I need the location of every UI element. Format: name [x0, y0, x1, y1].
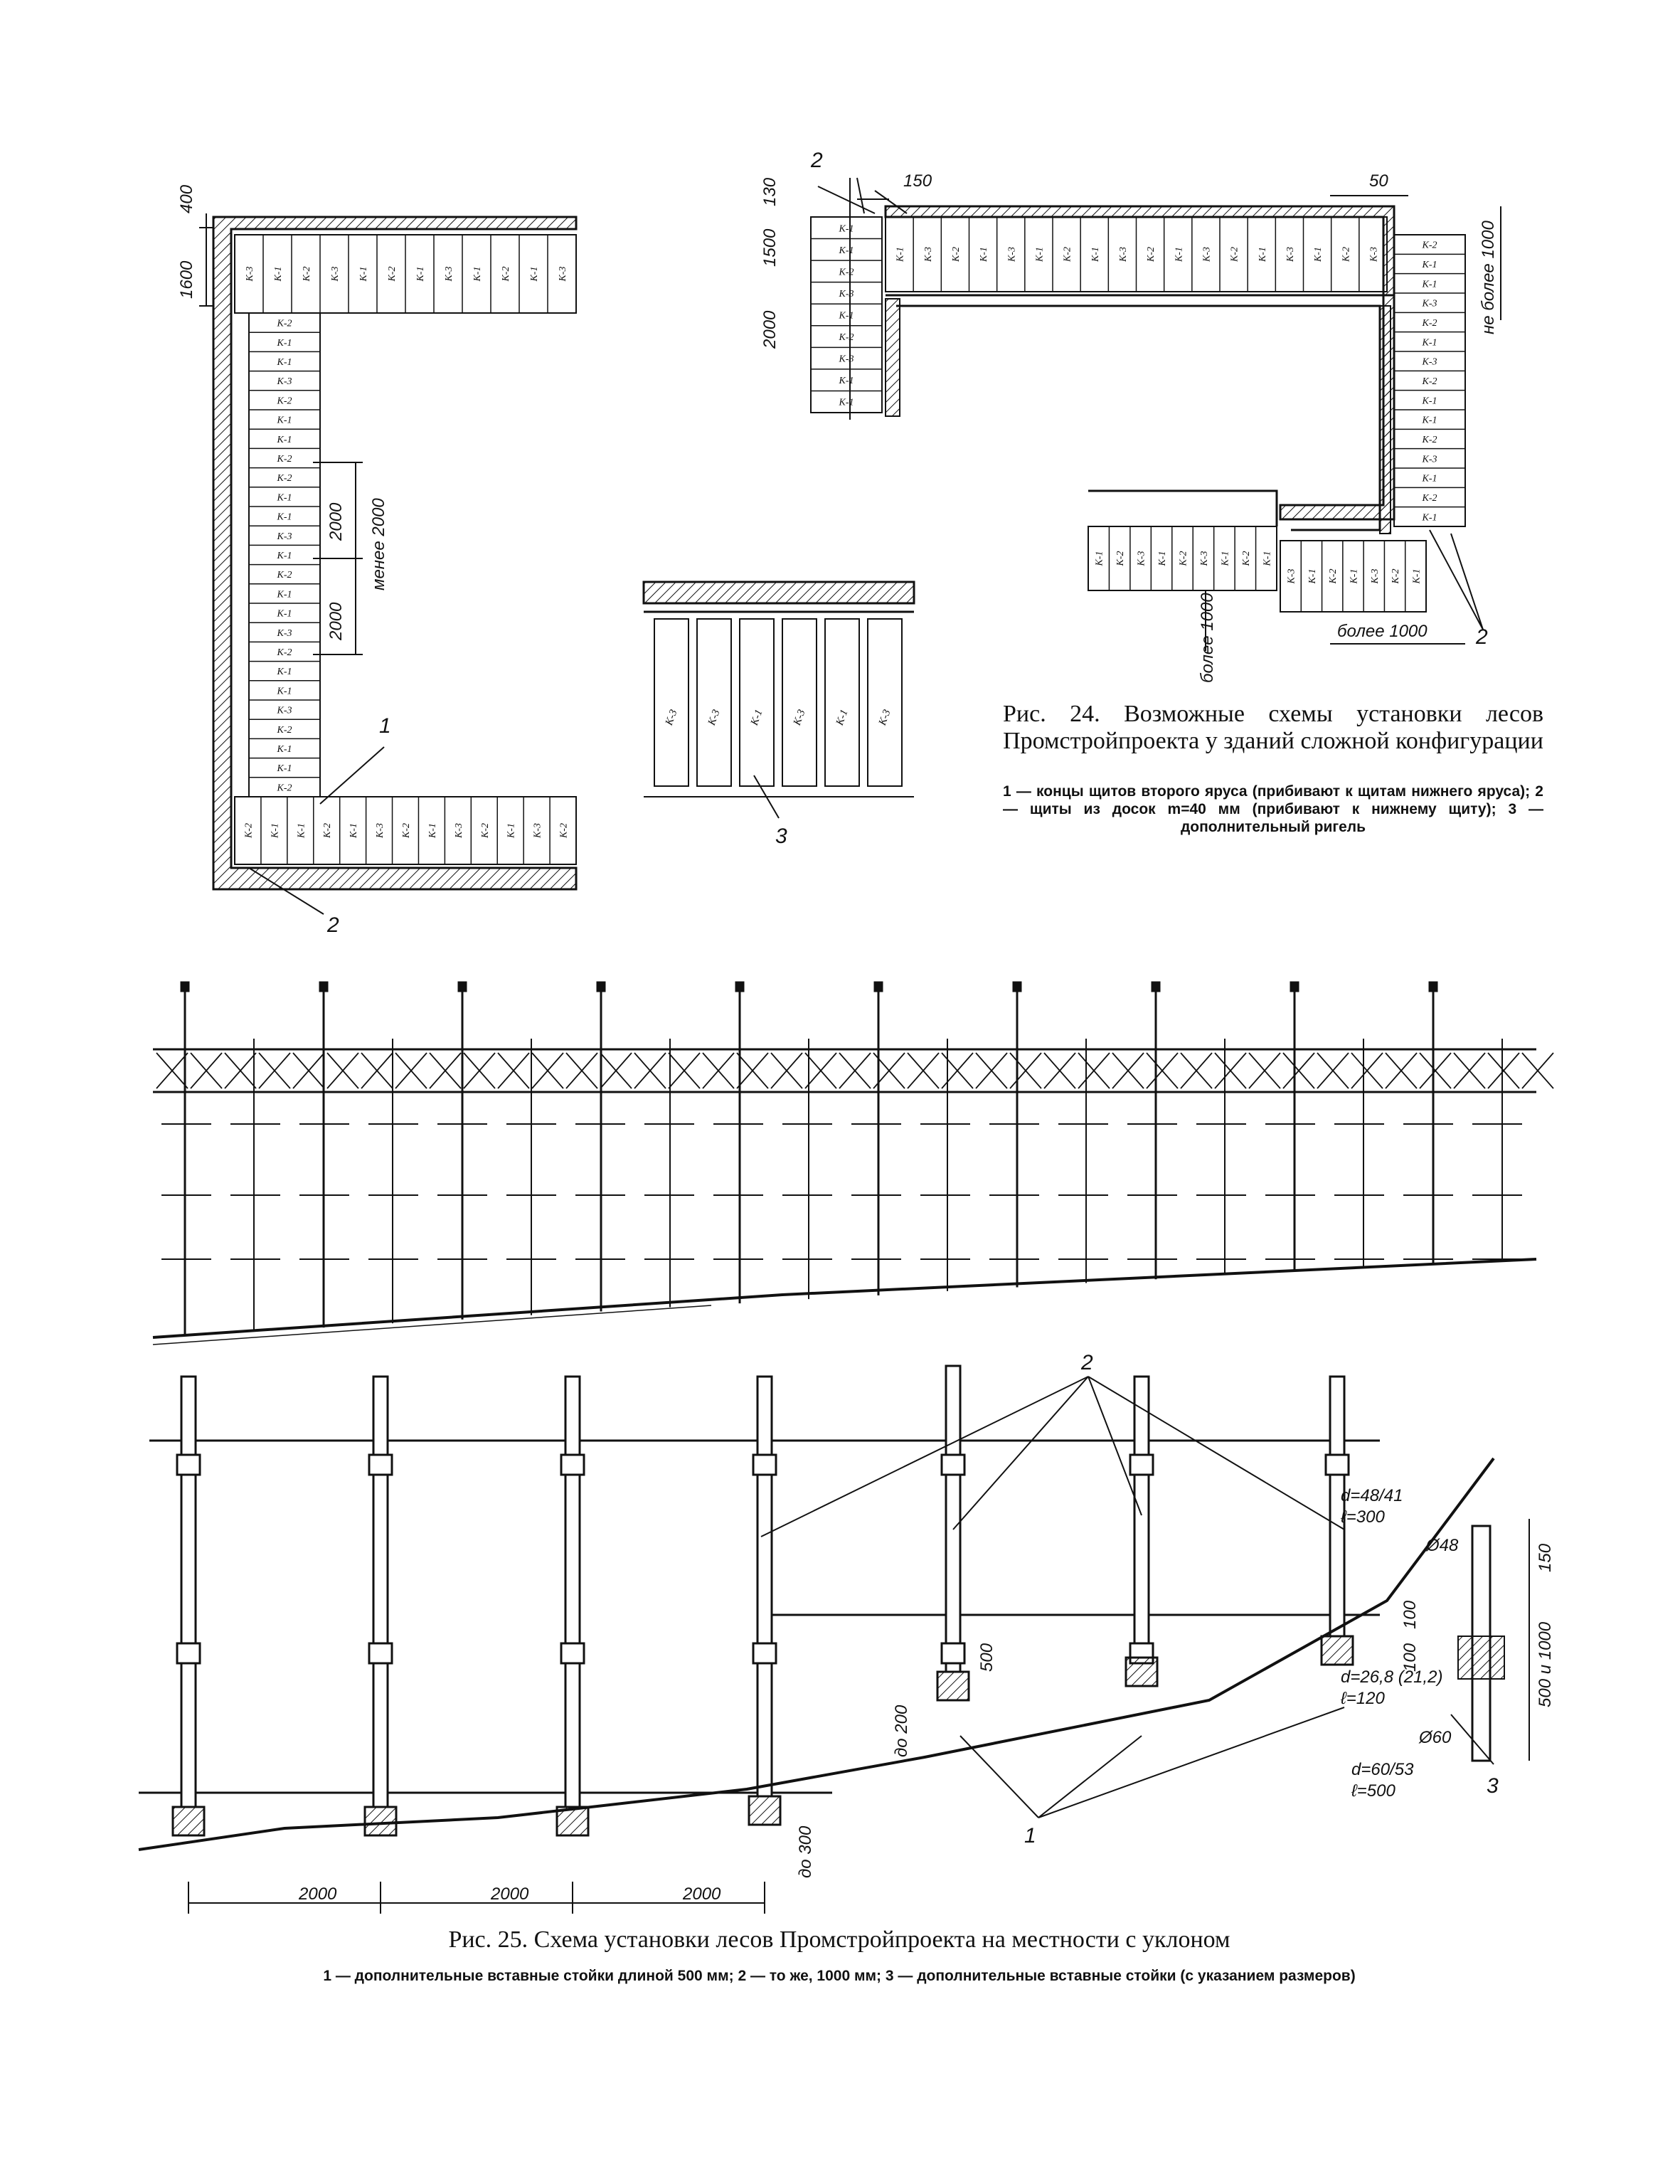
board-label: К-3 [876, 708, 893, 727]
elevation-posts [181, 982, 1502, 1335]
fig25-dim-2000c: 2000 [683, 1885, 721, 1904]
spec1-l: ℓ=300 [1341, 1507, 1385, 1527]
board-label: К-1 [277, 511, 292, 523]
board-label: К-2 [277, 783, 292, 794]
base-plate [749, 1796, 780, 1825]
fig25-section [139, 1366, 1529, 1914]
board-label: К-1 [1422, 396, 1437, 407]
right-bottom-right-slats [1280, 541, 1422, 612]
board-label: К-2 [277, 396, 292, 407]
board-label: К-1 [277, 686, 292, 697]
fig25-caption: Рис. 25. Схема установки лесов Промстройпроекта на местности с уклоном [448, 1926, 1230, 1953]
right-callout-2-bottom: 2 [1476, 625, 1488, 649]
board-label: К-1 [277, 357, 292, 368]
left-column-slats [249, 313, 320, 793]
fig25-dim-2000b: 2000 [491, 1885, 529, 1904]
board-label: К-2 [1422, 240, 1437, 251]
left-bottom-slats [235, 797, 570, 864]
board-label: К-1 [1422, 337, 1437, 349]
board-label: К-2 [950, 247, 962, 262]
post-coupler [369, 1455, 392, 1475]
board-label: К-1 [1034, 247, 1046, 262]
board-label: К-1 [1313, 247, 1324, 262]
right-callout-2-top: 2 [811, 149, 823, 172]
board-label: К-1 [895, 247, 906, 262]
board-label: К-3 [1422, 454, 1437, 465]
fig25-dim-500: 500 [977, 1643, 996, 1672]
scaffold-post [565, 1377, 580, 1807]
board-label: К-2 [277, 724, 292, 736]
right-note-max1000: не более 1000 [1479, 221, 1498, 334]
post-coupler [369, 1643, 392, 1663]
left-callout-2: 2 [327, 913, 339, 937]
post-cap [1152, 982, 1160, 992]
post-cap [597, 982, 605, 992]
board-label: К-2 [1178, 551, 1189, 566]
board-label: К-1 [1220, 551, 1231, 566]
board-label: К-2 [479, 823, 491, 838]
board-label: К-1 [1157, 551, 1169, 566]
right-right-stack [1394, 235, 1465, 523]
board-label: К-2 [839, 267, 854, 278]
post-coupler [561, 1643, 584, 1663]
board-label: К-2 [1115, 551, 1127, 566]
board-label: К-1 [415, 266, 426, 282]
detail-callout-3: 3 [775, 825, 787, 848]
board-label: К-1 [1090, 247, 1101, 262]
board-label: К-1 [839, 223, 854, 235]
board-label: К-2 [1422, 435, 1437, 445]
board-label: К-1 [277, 763, 292, 775]
fig25-callout-2: 2 [1081, 1351, 1093, 1374]
board-label: К-2 [387, 266, 398, 282]
board-label: К-1 [270, 823, 281, 838]
board-label: К-1 [1349, 568, 1360, 584]
board-label: К-2 [1341, 247, 1352, 262]
post-coupler [177, 1643, 200, 1663]
board-label: К-1 [1094, 551, 1105, 566]
detail-boards [654, 619, 902, 786]
base-plate [365, 1807, 396, 1835]
board-label: К-2 [558, 823, 570, 838]
board-label: К-3 [1136, 551, 1147, 566]
board-label: К-1 [1422, 415, 1437, 426]
spec3-d: d=60/53 [1351, 1760, 1414, 1779]
board-label: К-2 [839, 332, 854, 344]
detail-plank [697, 619, 731, 786]
left-dim-2000a: 2000 [326, 502, 346, 541]
board-label: К-1 [529, 266, 540, 282]
right-dim-130: 130 [760, 177, 780, 206]
board-label: К-1 [277, 744, 292, 755]
board-label: К-2 [243, 823, 255, 838]
fig25-dim-150: 150 [1536, 1543, 1555, 1572]
right-bottom-left-slats [1088, 526, 1272, 590]
fig25-callout-3: 3 [1487, 1774, 1499, 1798]
board-label: К-1 [1422, 473, 1437, 484]
base-plate [173, 1807, 204, 1835]
fig24-caption: Рис. 24. Возможные схемы установки лесов Промстройпроекта у зданий сложной конфигурации [1003, 701, 1543, 754]
detail-plank [654, 619, 689, 786]
right-note-more1000-left: более 1000 [1198, 593, 1217, 683]
post-cap [874, 982, 883, 992]
board-label: К-3 [444, 266, 454, 282]
post-coupler [942, 1455, 964, 1475]
right-left-stack [811, 217, 882, 408]
board-label: К-2 [277, 454, 292, 465]
post-coupler [753, 1643, 776, 1663]
right-dim-2000: 2000 [760, 310, 780, 349]
board-label: К-2 [277, 647, 292, 658]
detail-plank [825, 619, 859, 786]
board-label: К-1 [277, 492, 292, 504]
spec2-l: ℓ=120 [1341, 1689, 1385, 1708]
post-coupler [753, 1455, 776, 1475]
board-label: К-1 [1422, 279, 1437, 290]
post-coupler [177, 1455, 200, 1475]
board-label: К-2 [322, 823, 334, 838]
fig24-right-plan [811, 178, 1501, 651]
board-label: К-1 [277, 415, 292, 426]
board-label: К-1 [427, 823, 438, 838]
board-label: К-3 [706, 708, 723, 727]
left-dim-2000b: 2000 [326, 602, 346, 640]
scaffold-post [181, 1377, 196, 1807]
board-label: К-2 [1422, 493, 1437, 504]
board-label: К-3 [1198, 551, 1210, 566]
board-label: К-3 [330, 266, 341, 282]
board-label: К-3 [277, 376, 292, 388]
board-label: К-3 [277, 705, 292, 716]
board-label: К-1 [358, 266, 369, 282]
left-plan-wall [213, 217, 576, 889]
board-label: К-1 [1257, 247, 1268, 262]
board-label: К-1 [277, 589, 292, 600]
detail-plank [740, 619, 774, 786]
board-label: К-3 [1368, 247, 1380, 262]
board-label: К-3 [1286, 568, 1297, 584]
fig25-dim-100a: 100 [1400, 1600, 1420, 1629]
spec3-l: ℓ=500 [1351, 1781, 1395, 1801]
sloped-ground [139, 1458, 1494, 1850]
scaffold-post [1330, 1377, 1344, 1636]
base-plate [937, 1672, 969, 1700]
board-label: К-3 [839, 288, 854, 299]
section-posts [173, 1366, 1353, 1835]
board-label: К-3 [1006, 247, 1018, 262]
board-label: К-3 [558, 266, 568, 282]
scaffold-post [373, 1377, 388, 1807]
right-note-more1000-bottom: более 1000 [1337, 622, 1428, 641]
board-label: К-1 [277, 551, 292, 561]
board-label: К-3 [453, 823, 464, 838]
post-coupler [561, 1455, 584, 1475]
board-label: К-3 [663, 708, 680, 727]
left-callout-1: 1 [379, 714, 391, 738]
post-cap [1290, 982, 1299, 992]
board-label: К-2 [302, 266, 312, 282]
board-label: К-2 [1240, 551, 1252, 566]
diam-48: Ø48 [1426, 1536, 1459, 1555]
left-note-less2000: менее 2000 [369, 498, 388, 590]
board-label: К-3 [1422, 298, 1437, 309]
board-label: К-1 [839, 310, 854, 322]
board-label: К-1 [979, 247, 990, 262]
board-label: К-1 [1411, 568, 1423, 584]
board-label: К-3 [1285, 247, 1296, 262]
board-label: К-2 [1146, 247, 1157, 262]
board-label: К-3 [245, 266, 255, 282]
board-label: К-2 [1391, 568, 1402, 584]
board-label: К-1 [277, 608, 292, 620]
diam-60: Ø60 [1419, 1728, 1452, 1747]
fig25-dim-100b: 100 [1400, 1643, 1420, 1672]
board-label: К-2 [277, 318, 292, 329]
spec1-d: d=48/41 [1341, 1486, 1403, 1505]
post-cap [735, 982, 744, 992]
scaffold-post [946, 1366, 960, 1672]
scaffold-post [757, 1377, 772, 1796]
ground-line [153, 1259, 1536, 1337]
fig25-callout-1: 1 [1024, 1824, 1036, 1848]
board-label: К-1 [1174, 247, 1185, 262]
board-label: К-3 [1422, 356, 1437, 368]
board-label: К-1 [839, 245, 854, 256]
cross-bracing-row [156, 1053, 1553, 1088]
post-cap [319, 982, 328, 992]
board-label: К-2 [277, 570, 292, 581]
post-coupler [1130, 1455, 1153, 1475]
board-label: К-1 [1262, 551, 1273, 566]
detail-plank [782, 619, 817, 786]
scaffold-post [1134, 1377, 1149, 1658]
board-label: К-1 [277, 667, 292, 678]
board-label: К-2 [277, 473, 292, 484]
board-label: К-2 [1062, 247, 1073, 262]
right-plan-courtyard-wall [886, 295, 1394, 530]
post-cap [1429, 982, 1437, 992]
board-label: К-2 [1328, 568, 1339, 584]
board-label: К-3 [375, 823, 386, 838]
post-cap [1013, 982, 1021, 992]
board-label: К-2 [1422, 376, 1437, 387]
fig25-dim-upto200: до 200 [892, 1705, 911, 1757]
fig25-dim-upto300: до 300 [796, 1825, 815, 1878]
spec2-d: d=26,8 (21,2) [1341, 1668, 1443, 1687]
board-label: К-1 [277, 434, 292, 445]
fig24-detail [644, 582, 914, 818]
fig25-dim-2000a: 2000 [299, 1885, 337, 1904]
board-label: К-3 [923, 247, 934, 262]
right-dim-50: 50 [1369, 171, 1388, 191]
board-label: К-1 [834, 708, 851, 727]
board-label: К-3 [1201, 247, 1213, 262]
right-dim-150: 150 [903, 171, 932, 191]
board-label: К-1 [1422, 260, 1437, 270]
board-label: К-2 [401, 823, 412, 838]
board-label: К-3 [532, 823, 543, 838]
board-label: К-3 [277, 531, 292, 542]
board-label: К-1 [839, 397, 854, 408]
board-label: К-3 [791, 708, 808, 727]
board-label: К-1 [273, 266, 284, 282]
board-label: К-1 [506, 823, 517, 838]
elevation-rails [161, 1124, 1522, 1259]
fig25-notes: 1 — дополнительные вставные стойки длиной 500 мм; 2 — то же, 1000 мм; 3 — дополнительные вставные стойки (с указанием размеров) [323, 1968, 1356, 1984]
left-top-slats [235, 235, 568, 313]
base-plate [1322, 1636, 1353, 1665]
left-dim-400: 400 [177, 184, 196, 213]
left-dim-1600: 1600 [177, 260, 196, 299]
board-label: К-1 [296, 823, 307, 838]
board-label: К-1 [1307, 568, 1318, 584]
right-top-slats [886, 217, 1379, 292]
base-plate [1126, 1658, 1157, 1686]
board-label: К-1 [349, 823, 360, 838]
board-label: К-3 [839, 354, 854, 365]
post-coupler [1326, 1455, 1349, 1475]
fig25-dim-500-1000: 500 и 1000 [1536, 1621, 1555, 1707]
board-label: К-2 [501, 266, 511, 282]
post-coupler [942, 1643, 964, 1663]
board-label: К-1 [277, 337, 292, 349]
board-label: К-1 [472, 266, 483, 282]
board-label: К-1 [1422, 512, 1437, 524]
board-label: К-3 [277, 627, 292, 639]
fig25-elevation [153, 982, 1553, 1345]
board-label: К-1 [748, 708, 765, 727]
detail-plank [868, 619, 902, 786]
board-label: К-1 [839, 376, 854, 387]
post-cap [458, 982, 467, 992]
right-dim-1500: 1500 [760, 228, 780, 267]
board-label: К-2 [1229, 247, 1240, 262]
fig24-notes: 1 — концы щитов второго яруса (прибивают к щитам нижнего яруса); 2 — щиты из досок m=40 мм (прибивают к нижнему щиту); 3 — дополнительный ригель [1003, 783, 1543, 835]
board-label: К-3 [1369, 568, 1381, 584]
board-label: К-2 [1422, 318, 1437, 329]
post-cap [181, 982, 189, 992]
board-label: К-3 [1117, 247, 1129, 262]
